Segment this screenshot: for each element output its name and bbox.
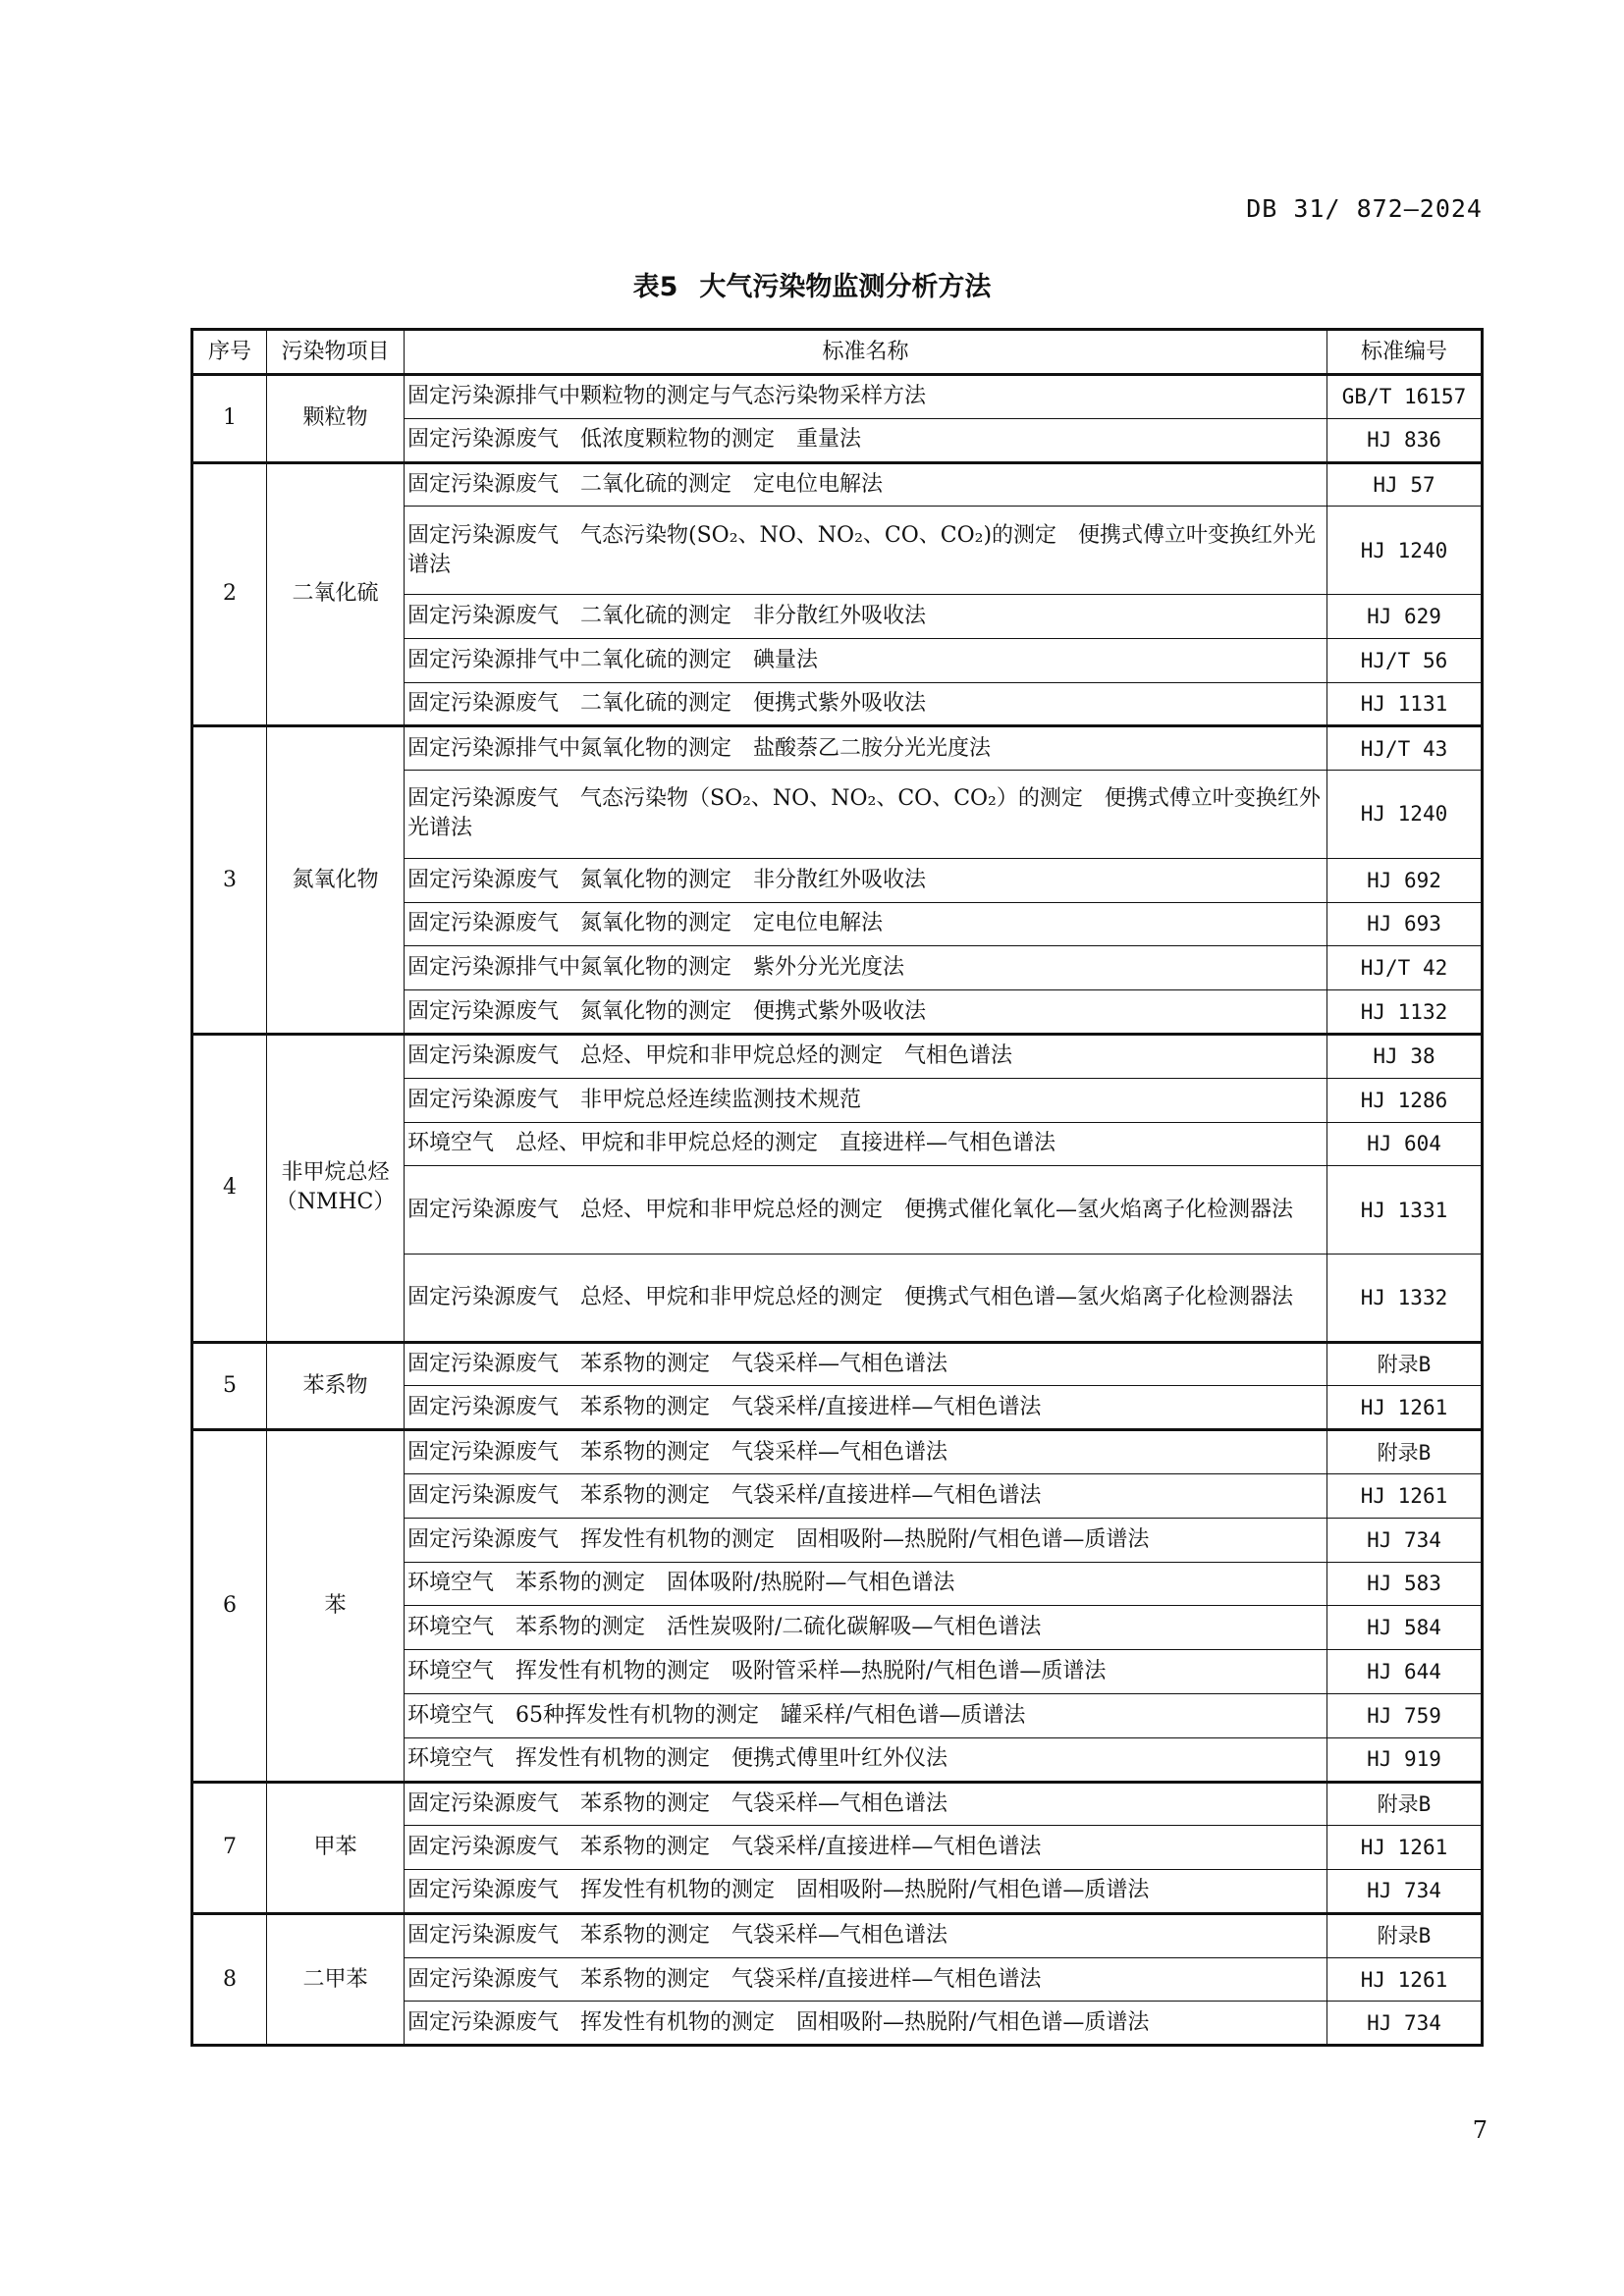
table-row xyxy=(192,1342,1483,1386)
standard-code-cell: HJ/T 42 xyxy=(1327,946,1483,990)
pollutant-name: 氮氧化物 xyxy=(292,867,379,892)
standard-code-cell: HJ 919 xyxy=(1327,1737,1483,1782)
standard-code-cell: HJ/T 43 xyxy=(1327,726,1483,771)
pollutant-name: 二氧化硫 xyxy=(292,581,379,607)
standard-code-cell: HJ 1131 xyxy=(1327,682,1483,726)
header-standard-name: 标准名称 xyxy=(405,330,1327,375)
table-row xyxy=(192,1034,1483,1078)
standard-code-cell: HJ 734 xyxy=(1327,2002,1483,2046)
standard-name-cell: 固定污染源废气 二氧化硫的测定 定电位电解法 xyxy=(405,462,1327,507)
standard-name-cell: 固定污染源废气 总烃、甲烷和非甲烷总烃的测定 便携式气相色谱—氢火焰离子化检测器法 xyxy=(405,1254,1327,1342)
standard-name-cell: 固定污染源废气 苯系物的测定 气袋采样/直接进样—气相色谱法 xyxy=(405,1826,1327,1870)
standard-code-cell: HJ 1331 xyxy=(1327,1166,1483,1255)
standard-code-cell: HJ 759 xyxy=(1327,1693,1483,1737)
pollutant-name: 二甲苯 xyxy=(302,1966,368,1992)
pollutant-cell xyxy=(267,1034,405,1342)
standard-code-cell: HJ 1261 xyxy=(1327,1957,1483,2002)
standard-name-cell: 环境空气 总烃、甲烷和非甲烷总烃的测定 直接进样—气相色谱法 xyxy=(405,1122,1327,1166)
standard-name-cell: 环境空气 65种挥发性有机物的测定 罐采样/气相色谱—质谱法 xyxy=(405,1693,1327,1737)
standard-name-cell: 固定污染源废气 苯系物的测定 气袋采样/直接进样—气相色谱法 xyxy=(405,1473,1327,1518)
pollutant-cell xyxy=(267,375,405,463)
pollutant-cell xyxy=(267,1342,405,1430)
pollutant-name: 苯系物 xyxy=(302,1372,368,1398)
table-row xyxy=(192,462,1483,507)
standard-name-cell: 固定污染源废气 苯系物的测定 气袋采样—气相色谱法 xyxy=(405,1782,1327,1826)
standard-code-cell: HJ 692 xyxy=(1327,858,1483,902)
page-number: 7 xyxy=(1472,2116,1488,2144)
pollutant-name: 甲苯 xyxy=(313,1835,357,1860)
header-pollutant: 污染物项目 xyxy=(267,330,405,375)
pollutant-cell xyxy=(267,1782,405,1913)
standard-name-cell: 固定污染源废气 气态污染物（SO₂、NO、NO₂、CO、CO₂）的测定 便携式傅立叶变换红外光谱法 xyxy=(405,771,1327,859)
table-row xyxy=(192,1430,1483,1474)
monitoring-methods-table xyxy=(190,328,1484,2047)
standard-name-cell: 固定污染源废气 氮氧化物的测定 便携式紫外吸收法 xyxy=(405,990,1327,1035)
standard-code-cell: 附录B xyxy=(1327,1342,1483,1386)
standard-name-cell: 固定污染源废气 挥发性有机物的测定 固相吸附—热脱附/气相色谱—质谱法 xyxy=(405,1870,1327,1914)
table-row xyxy=(192,1913,1483,1957)
standard-code-cell: HJ 693 xyxy=(1327,902,1483,946)
table-number: 表5 xyxy=(632,272,678,302)
table-header-row xyxy=(192,330,1483,375)
pollutant-abbreviation: （NMHC） xyxy=(275,1190,396,1215)
seq-cell: 8 xyxy=(192,1913,267,2045)
table-row xyxy=(192,1782,1483,1826)
standard-name-cell: 固定污染源废气 苯系物的测定 气袋采样—气相色谱法 xyxy=(405,1430,1327,1474)
standard-name-cell: 固定污染源废气 低浓度颗粒物的测定 重量法 xyxy=(405,418,1327,462)
standard-code-cell: HJ 38 xyxy=(1327,1034,1483,1078)
standard-name-cell: 固定污染源排气中颗粒物的测定与气态污染物采样方法 xyxy=(405,375,1327,419)
pollutant-name: 颗粒物 xyxy=(302,405,368,431)
standard-name-cell: 固定污染源排气中氮氧化物的测定 紫外分光光度法 xyxy=(405,946,1327,990)
document-code: DB 31/ 872—2024 xyxy=(1246,194,1483,223)
standard-name-cell: 固定污染源废气 氮氧化物的测定 非分散红外吸收法 xyxy=(405,858,1327,902)
standard-name-cell: 固定污染源废气 挥发性有机物的测定 固相吸附—热脱附/气相色谱—质谱法 xyxy=(405,2002,1327,2046)
pollutant-cell xyxy=(267,1913,405,2045)
standard-code-cell: HJ 584 xyxy=(1327,1606,1483,1650)
standard-code-cell: 附录B xyxy=(1327,1430,1483,1474)
standard-code-cell: HJ 1332 xyxy=(1327,1254,1483,1342)
standard-code-cell: HJ/T 56 xyxy=(1327,638,1483,682)
standard-name-cell: 固定污染源排气中氮氧化物的测定 盐酸萘乙二胺分光光度法 xyxy=(405,726,1327,771)
pollutant-name: 苯 xyxy=(324,1592,347,1618)
standard-code-cell: HJ 836 xyxy=(1327,418,1483,462)
table-row xyxy=(192,726,1483,771)
pollutant-cell xyxy=(267,462,405,726)
pollutant-cell xyxy=(267,726,405,1035)
table-title-text: 大气污染物监测分析方法 xyxy=(699,272,992,302)
standard-name-cell: 环境空气 挥发性有机物的测定 便携式傅里叶红外仪法 xyxy=(405,1737,1327,1782)
standard-code-cell: GB/T 16157 xyxy=(1327,375,1483,419)
standard-name-cell: 固定污染源废气 挥发性有机物的测定 固相吸附—热脱附/气相色谱—质谱法 xyxy=(405,1518,1327,1562)
standard-name-cell: 环境空气 苯系物的测定 活性炭吸附/二硫化碳解吸—气相色谱法 xyxy=(405,1606,1327,1650)
standard-name-cell: 固定污染源废气 二氧化硫的测定 便携式紫外吸收法 xyxy=(405,682,1327,726)
standard-code-cell: HJ 644 xyxy=(1327,1650,1483,1694)
standard-code-cell: HJ 734 xyxy=(1327,1518,1483,1562)
standard-name-cell: 固定污染源废气 非甲烷总烃连续监测技术规范 xyxy=(405,1078,1327,1122)
standard-name-cell: 固定污染源废气 二氧化硫的测定 非分散红外吸收法 xyxy=(405,594,1327,638)
standard-name-cell: 固定污染源排气中二氧化硫的测定 碘量法 xyxy=(405,638,1327,682)
standard-code-cell: HJ 734 xyxy=(1327,1870,1483,1914)
standard-name-cell: 固定污染源废气 苯系物的测定 气袋采样/直接进样—气相色谱法 xyxy=(405,1957,1327,2002)
standard-code-cell: HJ 1240 xyxy=(1327,771,1483,859)
standard-code-cell: HJ 57 xyxy=(1327,462,1483,507)
table-body xyxy=(192,375,1483,2046)
standard-code-cell: HJ 1261 xyxy=(1327,1473,1483,1518)
seq-cell: 6 xyxy=(192,1430,267,1782)
standard-name-cell: 固定污染源废气 苯系物的测定 气袋采样/直接进样—气相色谱法 xyxy=(405,1386,1327,1430)
seq-cell: 4 xyxy=(192,1034,267,1342)
standard-code-cell: HJ 1132 xyxy=(1327,990,1483,1035)
standard-name-cell: 环境空气 苯系物的测定 固体吸附/热脱附—气相色谱法 xyxy=(405,1562,1327,1606)
standard-name-cell: 固定污染源废气 气态污染物(SO₂、NO、NO₂、CO、CO₂)的测定 便携式傅立叶变换红外光谱法 xyxy=(405,507,1327,595)
standard-name-cell: 固定污染源废气 氮氧化物的测定 定电位电解法 xyxy=(405,902,1327,946)
header-standard-code: 标准编号 xyxy=(1327,330,1483,375)
standard-code-cell: 附录B xyxy=(1327,1913,1483,1957)
standard-code-cell: HJ 604 xyxy=(1327,1122,1483,1166)
standard-name-cell: 固定污染源废气 苯系物的测定 气袋采样—气相色谱法 xyxy=(405,1342,1327,1386)
standard-code-cell: HJ 1261 xyxy=(1327,1826,1483,1870)
table-row xyxy=(192,375,1483,419)
standard-name-cell: 固定污染源废气 总烃、甲烷和非甲烷总烃的测定 气相色谱法 xyxy=(405,1034,1327,1078)
pollutant-cell xyxy=(267,1430,405,1782)
table-title xyxy=(0,265,1624,303)
header-seq: 序号 xyxy=(192,330,267,375)
standard-code-cell: HJ 1286 xyxy=(1327,1078,1483,1122)
pollutant-name: 非甲烷总烃 xyxy=(281,1160,390,1186)
standard-name-cell: 固定污染源废气 总烃、甲烷和非甲烷总烃的测定 便携式催化氧化—氢火焰离子化检测器法 xyxy=(405,1166,1327,1255)
seq-cell: 7 xyxy=(192,1782,267,1913)
standard-code-cell: HJ 1261 xyxy=(1327,1386,1483,1430)
standard-name-cell: 固定污染源废气 苯系物的测定 气袋采样—气相色谱法 xyxy=(405,1913,1327,1957)
standard-code-cell: HJ 583 xyxy=(1327,1562,1483,1606)
standard-name-cell: 环境空气 挥发性有机物的测定 吸附管采样—热脱附/气相色谱—质谱法 xyxy=(405,1650,1327,1694)
standard-code-cell: HJ 1240 xyxy=(1327,507,1483,595)
seq-cell: 1 xyxy=(192,375,267,463)
seq-cell: 2 xyxy=(192,462,267,726)
standard-code-cell: HJ 629 xyxy=(1327,594,1483,638)
standard-code-cell: 附录B xyxy=(1327,1782,1483,1826)
seq-cell: 3 xyxy=(192,726,267,1035)
seq-cell: 5 xyxy=(192,1342,267,1430)
